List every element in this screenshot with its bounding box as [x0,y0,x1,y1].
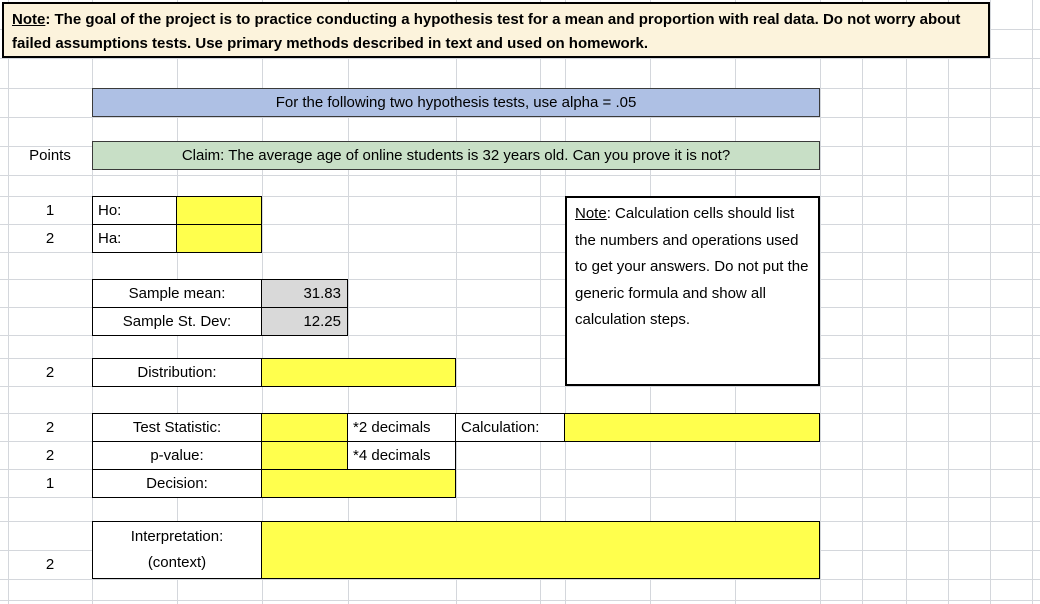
sample-mean-value[interactable]: 31.83 [261,279,348,308]
ho-input-cell[interactable] [176,196,262,225]
interpretation-label [92,521,262,579]
sample-mean-label: Sample mean: [92,279,262,308]
distribution-input-cell[interactable] [261,358,456,387]
test-statistic-input-cell[interactable] [261,413,348,442]
side-note [565,196,820,386]
points-header: Points [29,147,71,164]
side-note-body: : Calculation cells should list the numbers and operations used to get your answers. Do not put the generic formula and show all calculation steps. [575,205,809,328]
points-test-statistic: 2 [45,419,55,436]
points-interpretation: 2 [45,556,55,573]
side-note-title: Note [575,205,607,222]
p-value-input-cell[interactable] [261,441,348,470]
calculation-input-cell[interactable] [564,413,820,442]
calculation-label: Calculation: [455,413,565,442]
points-p-value: 2 [45,447,55,464]
test-statistic-label: Test Statistic: [92,413,262,442]
top-note-body: : The goal of the project is to practice conducting a hypothesis test for a mean and proportion with real data. Do not worry about failed assumptions tests. Use primary methods described in text and used on homework. [12,11,961,52]
p-value-label: p-value: [92,441,262,470]
ha-label: Ha: [92,224,177,253]
two-decimals-note: *2 decimals [347,413,456,442]
four-decimals-note: *4 decimals [347,441,456,470]
points-ha: 2 [45,230,55,247]
ha-input-cell[interactable] [176,224,262,253]
points-distribution: 2 [45,364,55,381]
points-ho: 1 [45,202,55,219]
interpretation-label-line1: Interpretation: [130,528,224,545]
sample-stdev-label: Sample St. Dev: [92,307,262,336]
top-note-title: Note [12,11,46,28]
points-decision: 1 [45,475,55,492]
top-note [2,2,990,58]
interpretation-input-cell[interactable] [261,521,820,579]
distribution-label: Distribution: [92,358,262,387]
alpha-banner: For the following two hypothesis tests, use alpha = .05 [92,88,820,117]
sample-stdev-value[interactable]: 12.25 [261,307,348,336]
decision-input-cell[interactable] [261,469,456,498]
ho-label: Ho: [92,196,177,225]
decision-label: Decision: [92,469,262,498]
claim-banner: Claim: The average age of online students is 32 years old. Can you prove it is not? [92,141,820,170]
interpretation-label-line2: (context) [147,554,207,571]
